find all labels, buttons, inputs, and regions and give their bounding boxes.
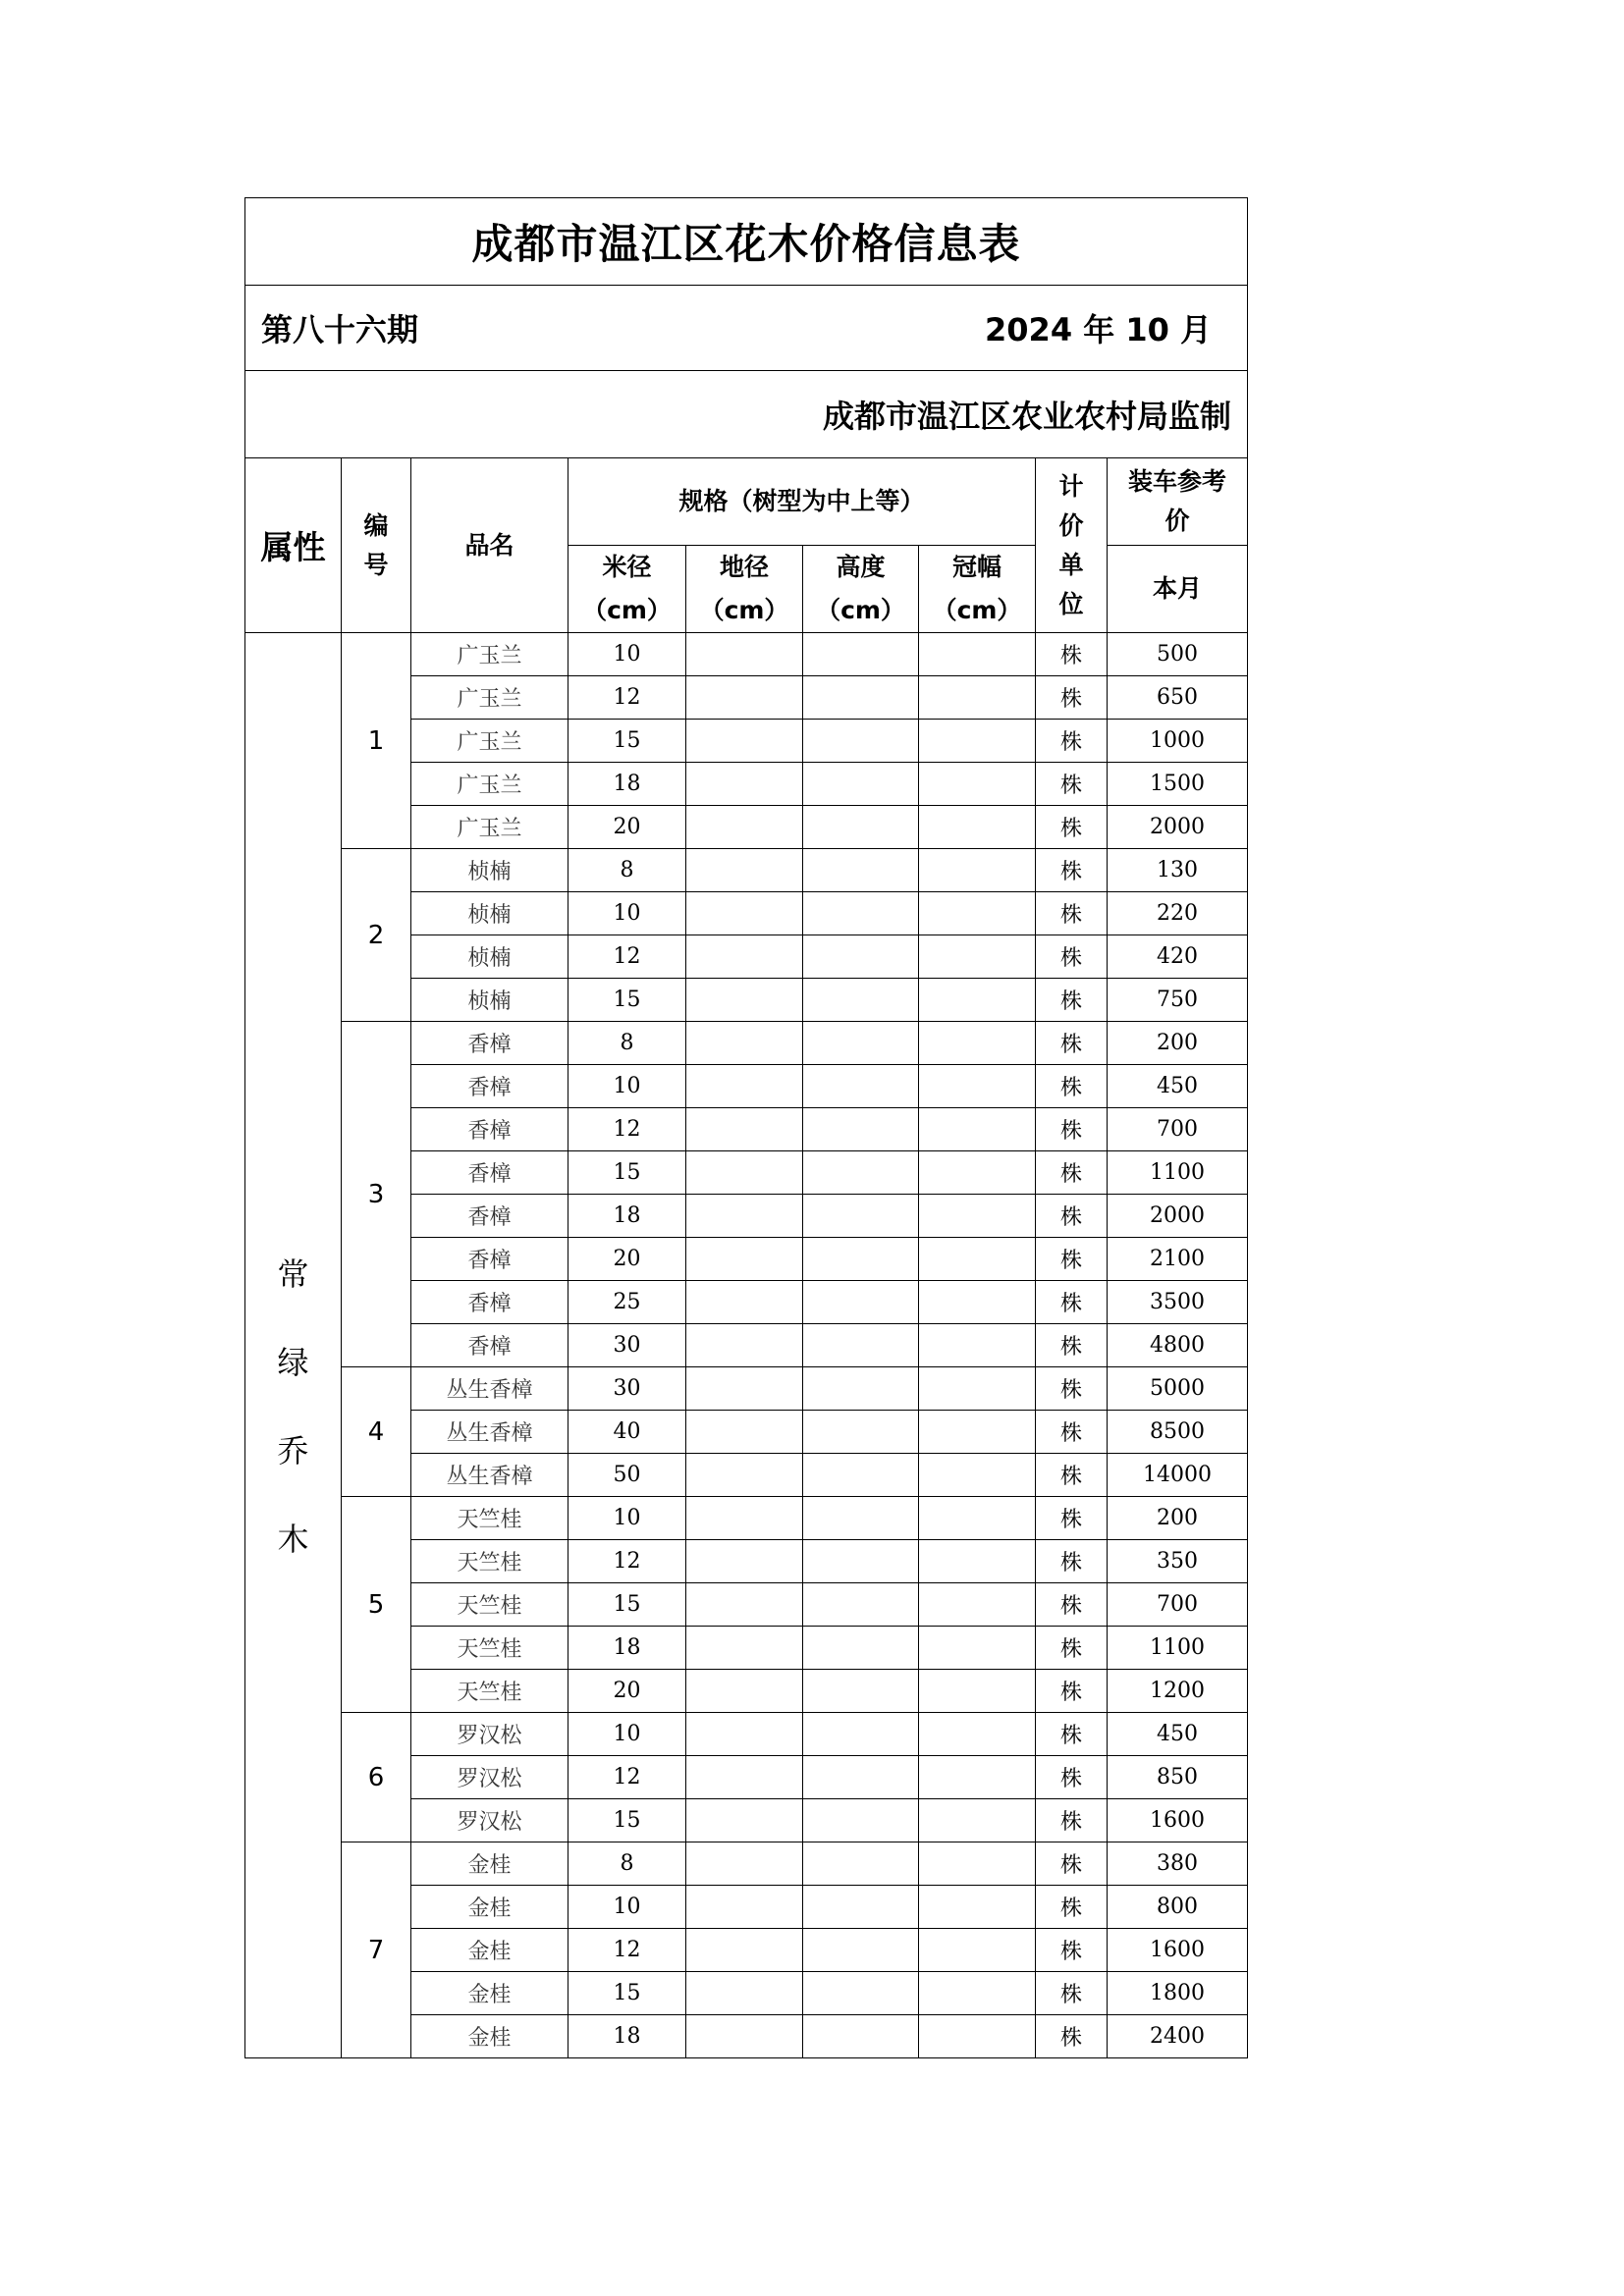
- header-number: [342, 458, 411, 633]
- unit-value: 株: [1036, 633, 1108, 676]
- plant-name: 广玉兰: [411, 806, 568, 849]
- header-diameter: [568, 546, 686, 633]
- height-value: [803, 979, 919, 1022]
- unit-value: 株: [1036, 1238, 1108, 1281]
- price-value: 1100: [1108, 1151, 1248, 1195]
- plant-name: 罗汉松: [411, 1799, 568, 1842]
- height-value: [803, 806, 919, 849]
- crown-value: [919, 1497, 1036, 1540]
- plant-name: 香樟: [411, 1238, 568, 1281]
- crown-value: [919, 806, 1036, 849]
- diameter-value: 12: [568, 1929, 686, 1972]
- diameter-value: 10: [568, 633, 686, 676]
- price-table: [244, 197, 1248, 2058]
- ground-diameter-value: [686, 2015, 803, 2058]
- table-row: [245, 633, 1248, 676]
- ground-diameter-value: [686, 1195, 803, 1238]
- ground-diameter-value: [686, 1151, 803, 1195]
- ground-diameter-value: [686, 1454, 803, 1497]
- diameter-value: 18: [568, 1195, 686, 1238]
- ground-diameter-value: [686, 979, 803, 1022]
- height-value: [803, 1540, 919, 1583]
- height-value: [803, 1972, 919, 2015]
- header-price: [1108, 458, 1248, 546]
- ground-diameter-value: [686, 763, 803, 806]
- price-value: 350: [1108, 1540, 1248, 1583]
- page-title: 成都市温江区花木价格信息表: [245, 198, 1248, 286]
- unit-value: 株: [1036, 1799, 1108, 1842]
- unit-value: 株: [1036, 1583, 1108, 1627]
- crown-value: [919, 1411, 1036, 1454]
- height-value: [803, 1281, 919, 1324]
- crown-value: [919, 935, 1036, 979]
- price-value: 2100: [1108, 1238, 1248, 1281]
- crown-value: [919, 1799, 1036, 1842]
- ground-diameter-value: [686, 1065, 803, 1108]
- header-number-char: 编: [363, 510, 389, 540]
- price-value: 750: [1108, 979, 1248, 1022]
- unit-value: 株: [1036, 1324, 1108, 1367]
- crown-value: [919, 2015, 1036, 2058]
- header-unit-char: 单: [1058, 550, 1084, 579]
- unit-value: 株: [1036, 892, 1108, 935]
- diameter-value: 40: [568, 1411, 686, 1454]
- crown-value: [919, 1367, 1036, 1411]
- diameter-value: 20: [568, 1670, 686, 1713]
- unit-value: 株: [1036, 1627, 1108, 1670]
- header-price-line: 价: [1164, 507, 1190, 535]
- plant-name: 罗汉松: [411, 1713, 568, 1756]
- ground-diameter-value: [686, 720, 803, 763]
- issue-cell: [245, 286, 1248, 371]
- ground-diameter-value: [686, 1842, 803, 1886]
- diameter-value: 25: [568, 1281, 686, 1324]
- group-number: 3: [342, 1022, 411, 1367]
- title-row: [245, 198, 1248, 286]
- table-row: [245, 849, 1248, 892]
- header-height: [803, 546, 919, 633]
- ground-diameter-value: [686, 1583, 803, 1627]
- crown-value: [919, 720, 1036, 763]
- header-ground-diameter: [686, 546, 803, 633]
- price-value: 5000: [1108, 1367, 1248, 1411]
- unit-value: 株: [1036, 1281, 1108, 1324]
- crown-value: [919, 1842, 1036, 1886]
- diameter-value: 15: [568, 1151, 686, 1195]
- price-value: 130: [1108, 849, 1248, 892]
- plant-name: 桢楠: [411, 892, 568, 935]
- price-value: 2400: [1108, 2015, 1248, 2058]
- price-value: 1500: [1108, 763, 1248, 806]
- height-value: [803, 1842, 919, 1886]
- diameter-value: 8: [568, 849, 686, 892]
- plant-name: 香樟: [411, 1151, 568, 1195]
- diameter-value: 10: [568, 892, 686, 935]
- header-unit-char: 价: [1058, 510, 1084, 540]
- crown-value: [919, 1929, 1036, 1972]
- unit-value: 株: [1036, 1842, 1108, 1886]
- price-value: 1100: [1108, 1627, 1248, 1670]
- price-value: 800: [1108, 1886, 1248, 1929]
- height-value: [803, 1195, 919, 1238]
- plant-name: 罗汉松: [411, 1756, 568, 1799]
- height-value: [803, 676, 919, 720]
- category-cell: [245, 633, 342, 2058]
- plant-name: 香樟: [411, 1022, 568, 1065]
- diameter-value: 30: [568, 1324, 686, 1367]
- price-value: 4800: [1108, 1324, 1248, 1367]
- plant-name: 香樟: [411, 1065, 568, 1108]
- issue-row: [245, 286, 1248, 371]
- group-number: 4: [342, 1367, 411, 1497]
- price-value: 850: [1108, 1756, 1248, 1799]
- ground-diameter-value: [686, 1497, 803, 1540]
- table-row: [245, 1713, 1248, 1756]
- crown-value: [919, 1238, 1036, 1281]
- price-value: 380: [1108, 1842, 1248, 1886]
- price-value: 200: [1108, 1022, 1248, 1065]
- unit-value: 株: [1036, 1411, 1108, 1454]
- unit-value: 株: [1036, 849, 1108, 892]
- table-body: [245, 198, 1248, 2058]
- price-value: 450: [1108, 1713, 1248, 1756]
- ground-diameter-value: [686, 1324, 803, 1367]
- plant-name: 丛生香樟: [411, 1411, 568, 1454]
- ground-diameter-value: [686, 1627, 803, 1670]
- height-value: [803, 1497, 919, 1540]
- height-value: [803, 1411, 919, 1454]
- price-value: 2000: [1108, 1195, 1248, 1238]
- price-value: 200: [1108, 1497, 1248, 1540]
- price-value: 450: [1108, 1065, 1248, 1108]
- header-number-char: 号: [363, 550, 389, 579]
- plant-name: 金桂: [411, 1886, 568, 1929]
- height-value: [803, 1454, 919, 1497]
- crown-value: [919, 1065, 1036, 1108]
- plant-name: 金桂: [411, 1842, 568, 1886]
- height-value: [803, 1929, 919, 1972]
- diameter-value: 18: [568, 1627, 686, 1670]
- ground-diameter-value: [686, 849, 803, 892]
- diameter-value: 12: [568, 935, 686, 979]
- ground-diameter-value: [686, 633, 803, 676]
- diameter-value: 15: [568, 1583, 686, 1627]
- ground-diameter-value: [686, 1929, 803, 1972]
- unit-value: 株: [1036, 935, 1108, 979]
- diameter-value: 15: [568, 1799, 686, 1842]
- supervisor-label: 成都市温江区农业农村局监制: [245, 371, 1248, 458]
- supervisor-row: [245, 371, 1248, 458]
- price-value: 220: [1108, 892, 1248, 935]
- header-crown-unit: （cm）: [932, 596, 1022, 624]
- price-value: 420: [1108, 935, 1248, 979]
- diameter-value: 12: [568, 1540, 686, 1583]
- header-row-1: [245, 458, 1248, 546]
- plant-name: 香樟: [411, 1195, 568, 1238]
- ground-diameter-value: [686, 1108, 803, 1151]
- unit-value: 株: [1036, 1195, 1108, 1238]
- crown-value: [919, 1756, 1036, 1799]
- plant-name: 丛生香樟: [411, 1454, 568, 1497]
- category-char: 乔: [277, 1431, 309, 1469]
- price-value: 500: [1108, 633, 1248, 676]
- issue-number: 第八十六期: [261, 311, 419, 348]
- plant-name: 金桂: [411, 1929, 568, 1972]
- diameter-value: 12: [568, 1108, 686, 1151]
- height-value: [803, 849, 919, 892]
- table-row: [245, 1497, 1248, 1540]
- unit-value: 株: [1036, 1108, 1108, 1151]
- crown-value: [919, 1627, 1036, 1670]
- height-value: [803, 763, 919, 806]
- crown-value: [919, 1583, 1036, 1627]
- crown-value: [919, 1713, 1036, 1756]
- ground-diameter-value: [686, 1367, 803, 1411]
- ground-diameter-value: [686, 1799, 803, 1842]
- ground-diameter-value: [686, 892, 803, 935]
- ground-diameter-value: [686, 1670, 803, 1713]
- crown-value: [919, 1324, 1036, 1367]
- crown-value: [919, 1108, 1036, 1151]
- diameter-value: 20: [568, 1238, 686, 1281]
- crown-value: [919, 892, 1036, 935]
- crown-value: [919, 1281, 1036, 1324]
- price-value: 700: [1108, 1108, 1248, 1151]
- height-value: [803, 1713, 919, 1756]
- table-row: [245, 1367, 1248, 1411]
- height-value: [803, 1756, 919, 1799]
- plant-name: 桢楠: [411, 935, 568, 979]
- plant-name: 桢楠: [411, 979, 568, 1022]
- plant-name: 广玉兰: [411, 633, 568, 676]
- height-value: [803, 1238, 919, 1281]
- height-value: [803, 633, 919, 676]
- diameter-value: 10: [568, 1065, 686, 1108]
- unit-value: 株: [1036, 1886, 1108, 1929]
- height-value: [803, 2015, 919, 2058]
- ground-diameter-value: [686, 1756, 803, 1799]
- header-ground-diameter-label: 地径: [719, 553, 769, 582]
- height-value: [803, 1886, 919, 1929]
- ground-diameter-value: [686, 935, 803, 979]
- crown-value: [919, 1972, 1036, 2015]
- unit-value: 株: [1036, 1972, 1108, 2015]
- diameter-value: 18: [568, 763, 686, 806]
- ground-diameter-value: [686, 1411, 803, 1454]
- ground-diameter-value: [686, 1238, 803, 1281]
- category-char: 绿: [277, 1343, 309, 1381]
- header-price-month: 本月: [1108, 546, 1248, 633]
- group-number: 7: [342, 1842, 411, 2058]
- crown-value: [919, 1195, 1036, 1238]
- diameter-value: 18: [568, 2015, 686, 2058]
- price-value: 1000: [1108, 720, 1248, 763]
- diameter-value: 15: [568, 720, 686, 763]
- unit-value: 株: [1036, 1367, 1108, 1411]
- plant-name: 天竺桂: [411, 1670, 568, 1713]
- height-value: [803, 1627, 919, 1670]
- unit-value: 株: [1036, 2015, 1108, 2058]
- diameter-value: 15: [568, 1972, 686, 2015]
- diameter-value: 8: [568, 1842, 686, 1886]
- height-value: [803, 1799, 919, 1842]
- diameter-value: 10: [568, 1713, 686, 1756]
- unit-value: 株: [1036, 1497, 1108, 1540]
- table-row: [245, 1022, 1248, 1065]
- header-diameter-label: 米径: [602, 553, 652, 582]
- crown-value: [919, 1540, 1036, 1583]
- price-value: 3500: [1108, 1281, 1248, 1324]
- height-value: [803, 1324, 919, 1367]
- group-number: 1: [342, 633, 411, 849]
- plant-name: 香樟: [411, 1108, 568, 1151]
- plant-name: 香樟: [411, 1324, 568, 1367]
- crown-value: [919, 1022, 1036, 1065]
- unit-value: 株: [1036, 676, 1108, 720]
- ground-diameter-value: [686, 806, 803, 849]
- header-spec: 规格（树型为中上等）: [568, 458, 1036, 546]
- crown-value: [919, 849, 1036, 892]
- unit-value: 株: [1036, 1670, 1108, 1713]
- price-value: 14000: [1108, 1454, 1248, 1497]
- plant-name: 丛生香樟: [411, 1367, 568, 1411]
- plant-name: 广玉兰: [411, 676, 568, 720]
- unit-value: 株: [1036, 1022, 1108, 1065]
- unit-value: 株: [1036, 1151, 1108, 1195]
- crown-value: [919, 676, 1036, 720]
- price-value: 1200: [1108, 1670, 1248, 1713]
- unit-value: 株: [1036, 1713, 1108, 1756]
- header-diameter-unit: （cm）: [582, 596, 672, 624]
- category-char: 常: [277, 1255, 309, 1293]
- price-value: 650: [1108, 676, 1248, 720]
- unit-value: 株: [1036, 1540, 1108, 1583]
- height-value: [803, 1065, 919, 1108]
- diameter-value: 15: [568, 979, 686, 1022]
- crown-value: [919, 1886, 1036, 1929]
- height-value: [803, 720, 919, 763]
- table-row: [245, 1842, 1248, 1886]
- price-value: 1800: [1108, 1972, 1248, 2015]
- header-price-line: 装车参考: [1128, 467, 1227, 496]
- header-unit-char: 计: [1058, 471, 1084, 501]
- plant-name: 广玉兰: [411, 720, 568, 763]
- height-value: [803, 892, 919, 935]
- header-height-label: 高度: [836, 553, 886, 582]
- diameter-value: 12: [568, 676, 686, 720]
- plant-name: 桢楠: [411, 849, 568, 892]
- ground-diameter-value: [686, 1972, 803, 2015]
- unit-value: 株: [1036, 1929, 1108, 1972]
- unit-value: 株: [1036, 1756, 1108, 1799]
- header-unit-char: 位: [1058, 589, 1084, 618]
- crown-value: [919, 1151, 1036, 1195]
- crown-value: [919, 763, 1036, 806]
- crown-value: [919, 979, 1036, 1022]
- price-value: 1600: [1108, 1929, 1248, 1972]
- crown-value: [919, 1670, 1036, 1713]
- plant-name: 金桂: [411, 1972, 568, 2015]
- diameter-value: 12: [568, 1756, 686, 1799]
- price-value: 1600: [1108, 1799, 1248, 1842]
- header-ground-diameter-unit: （cm）: [699, 596, 789, 624]
- header-crown-label: 冠幅: [951, 553, 1001, 582]
- plant-name: 广玉兰: [411, 763, 568, 806]
- unit-value: 株: [1036, 1065, 1108, 1108]
- ground-diameter-value: [686, 1022, 803, 1065]
- ground-diameter-value: [686, 1713, 803, 1756]
- diameter-value: 50: [568, 1454, 686, 1497]
- plant-name: 天竺桂: [411, 1627, 568, 1670]
- plant-name: 天竺桂: [411, 1497, 568, 1540]
- ground-diameter-value: [686, 676, 803, 720]
- diameter-value: 10: [568, 1886, 686, 1929]
- diameter-value: 30: [568, 1367, 686, 1411]
- height-value: [803, 1670, 919, 1713]
- header-height-unit: （cm）: [816, 596, 905, 624]
- category-char: 木: [277, 1520, 309, 1558]
- group-number: 5: [342, 1497, 411, 1713]
- ground-diameter-value: [686, 1540, 803, 1583]
- unit-value: 株: [1036, 979, 1108, 1022]
- height-value: [803, 1367, 919, 1411]
- unit-value: 株: [1036, 763, 1108, 806]
- height-value: [803, 1151, 919, 1195]
- diameter-value: 10: [568, 1497, 686, 1540]
- plant-name: 天竺桂: [411, 1540, 568, 1583]
- height-value: [803, 1583, 919, 1627]
- plant-name: 天竺桂: [411, 1583, 568, 1627]
- height-value: [803, 1108, 919, 1151]
- unit-value: 株: [1036, 806, 1108, 849]
- crown-value: [919, 633, 1036, 676]
- ground-diameter-value: [686, 1281, 803, 1324]
- diameter-value: 20: [568, 806, 686, 849]
- unit-value: 株: [1036, 720, 1108, 763]
- header-attribute: 属性: [245, 458, 342, 633]
- price-value: 8500: [1108, 1411, 1248, 1454]
- plant-name: 金桂: [411, 2015, 568, 2058]
- ground-diameter-value: [686, 1886, 803, 1929]
- price-value: 700: [1108, 1583, 1248, 1627]
- header-crown: [919, 546, 1036, 633]
- header-name: 品名: [411, 458, 568, 633]
- diameter-value: 8: [568, 1022, 686, 1065]
- height-value: [803, 935, 919, 979]
- crown-value: [919, 1454, 1036, 1497]
- header-unit: [1036, 458, 1108, 633]
- height-value: [803, 1022, 919, 1065]
- price-value: 2000: [1108, 806, 1248, 849]
- plant-name: 香樟: [411, 1281, 568, 1324]
- group-number: 2: [342, 849, 411, 1022]
- group-number: 6: [342, 1713, 411, 1842]
- unit-value: 株: [1036, 1454, 1108, 1497]
- issue-date: 2024 年 10 月: [985, 311, 1213, 348]
